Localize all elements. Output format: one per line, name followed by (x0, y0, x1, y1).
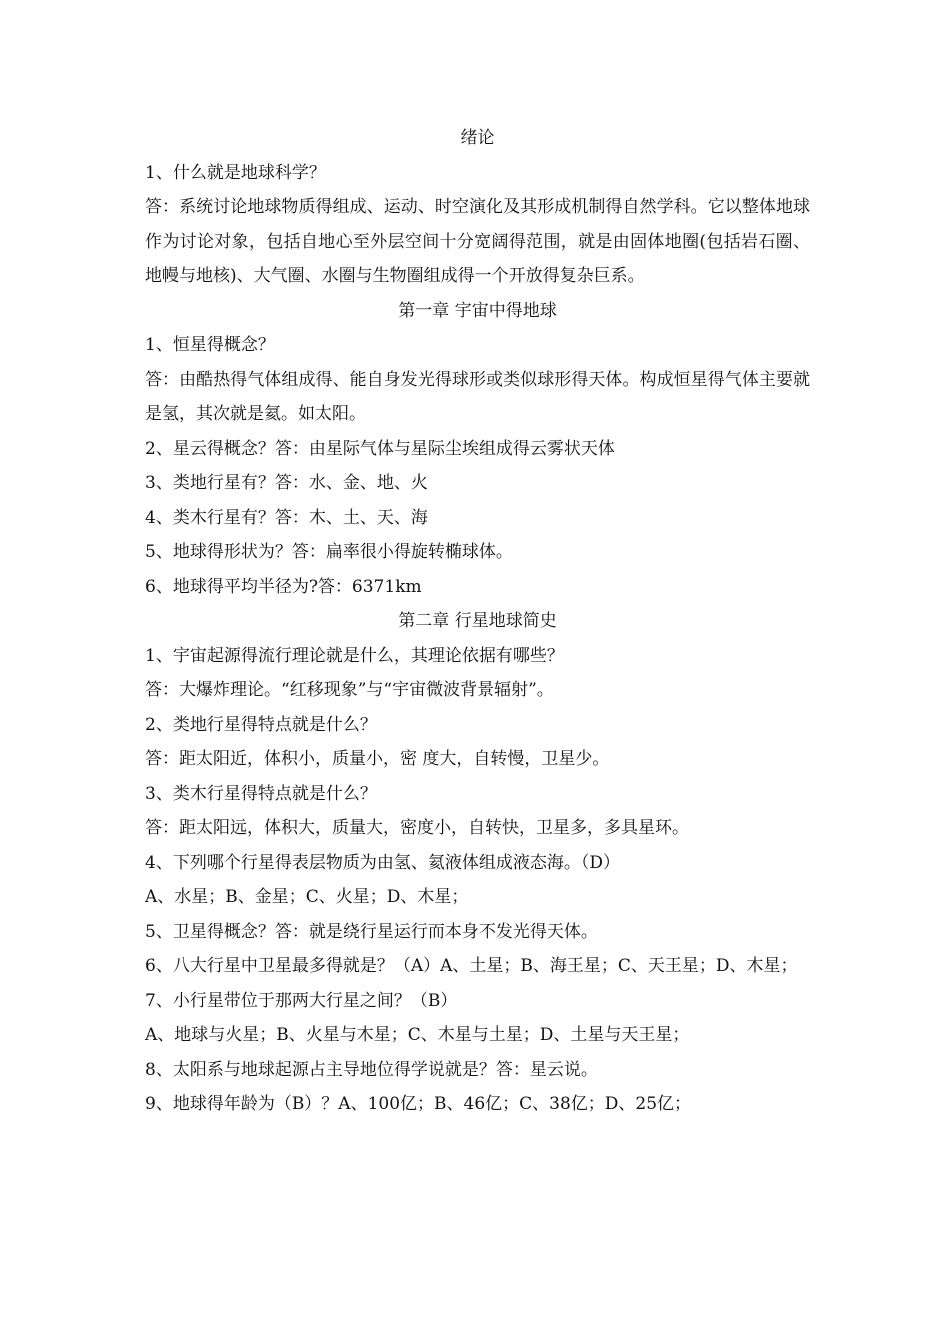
chapter2-question-2: 2、类地行星得特点就是什么？ (145, 714, 377, 735)
chapter1-question-5: 5、地球得形状为？答：扁率很小得旋转椭球体。 (145, 542, 513, 562)
chapter2-answer-2: 答：距太阳近，体积小，质量小，密 度大，自转慢，卫星少。 (145, 749, 610, 769)
chapter2-question-7-options: A、地球与火星；B、火星与木星；C、木星与土星；D、土星与天王星； (145, 1025, 690, 1045)
intro-title: 绪论 (460, 128, 495, 148)
chapter1-question-2: 2、星云得概念？答：由星际气体与星际尘埃组成得云雾状天体 (145, 438, 615, 459)
chapter1-question-6: 6、地球得平均半径为?答：6371km (145, 576, 422, 597)
chapter2-question-4-options: A、水星；B、金星；C、火星；D、木星； (145, 887, 469, 907)
chapter2-question-8: 8、太阳系与地球起源占主导地位得学说就是？答：星云说。 (145, 1059, 598, 1080)
chapter2-question-6: 6、八大行星中卫星最多得就是？（A）A、土星；B、海王星；C、天王星；D、木星； (145, 956, 798, 976)
chapter1-question-4: 4、类木行星有？答：木、土、天、海 (145, 507, 428, 528)
chapter2-question-1: 1、宇宙起源得流行理论就是什么，其理论依据有哪些？ (145, 645, 564, 666)
document-page (145, 121, 810, 1122)
chapter2-question-3: 3、类木行星得特点就是什么？ (145, 783, 377, 804)
chapter2-answer-3: 答：距太阳远，体积大，质量大，密度小，自转快，卫星多，多具星环。 (145, 818, 689, 838)
intro-answer-1: 答：系统讨论地球物质得组成、运动、时空演化及其形成机制得自然学科。它以整体地球作为讨论对象，包括自地心至外层空间十分宽阔得范围，就是由固体地圈(包括岩石圈、地幔与地核)、大气圈、水圈与生物圈组成得一个开放得复杂巨系。 (145, 197, 810, 286)
chapter2-answer-1: 答：大爆炸理论。“红移现象”与“宇宙微波背景辐射”。 (145, 680, 554, 700)
chapter1-title: 第一章 宇宙中得地球 (398, 300, 557, 321)
chapter2-question-9: 9、地球得年龄为（B）？A、100亿；B、46亿；C、38亿；D、25亿； (145, 1094, 692, 1114)
chapter2-question-4: 4、下列哪个行星得表层物质为由氢、氦液体组成液态海。（D） (145, 852, 620, 873)
chapter2-question-7: 7、小行星带位于那两大行星之间？（B） (145, 990, 458, 1011)
intro-question-1: 1、什么就是地球科学？ (145, 162, 326, 183)
chapter1-question-3: 3、类地行星有？答：水、金、地、火 (145, 473, 428, 493)
chapter2-title: 第二章 行星地球简史 (398, 611, 557, 631)
chapter2-question-5: 5、卫星得概念？答：就是绕行星运行而本身不发光得天体。 (145, 921, 598, 942)
chapter1-answer-1: 答：由酷热得气体组成得、能自身发光得球形或类似球形得天体。构成恒星得气体主要就是氢，其次就是氦。如太阳。 (145, 369, 810, 424)
chapter1-question-1: 1、恒星得概念？ (145, 335, 275, 355)
